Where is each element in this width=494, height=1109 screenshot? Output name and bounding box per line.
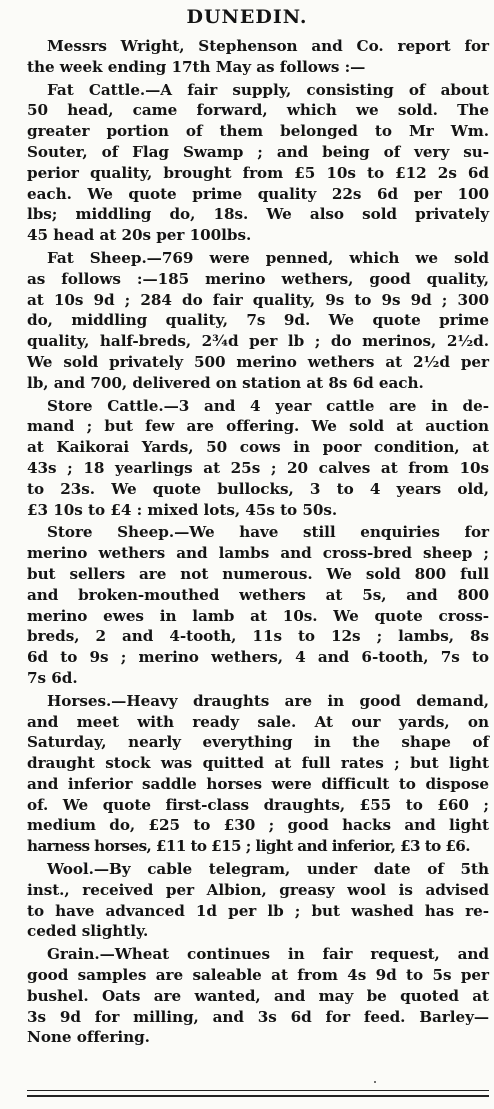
column-rule-thick (27, 1095, 489, 1097)
text-line: None offering. (27, 1028, 150, 1047)
text-line: Fat Sheep.—769 were penned, which we sold (47, 248, 489, 267)
text-line: 7s 6d. (27, 668, 78, 687)
text-line: Grain.—Wheat continues in fair request, and (47, 945, 489, 964)
text-line: £3 10s to £4 : mixed lots, 45s to 50s. (27, 500, 338, 519)
text-line: We sold privately 500 merino wethers at 2½d per (27, 352, 489, 371)
text-line: at Kaikorai Yards, 50 cows in poor condition, at (27, 438, 489, 457)
store-cattle-paragraph (27, 396, 489, 521)
text-line: Store Sheep.—We have still enquiries for (47, 523, 489, 542)
article-body (27, 36, 489, 1050)
text-line: draught stock was quitted at full rates ; but light (27, 754, 489, 773)
text-line: ceded slightly. (27, 922, 149, 941)
store-sheep-paragraph (27, 522, 489, 688)
fat-sheep-paragraph (27, 248, 489, 394)
text-line: lbs; middling do, 18s. We also sold privately (27, 205, 489, 224)
text-line: but sellers are not numerous. We sold 800 full (27, 564, 489, 583)
text-line: Wool.—By cable telegram, under date of 5th (47, 860, 489, 879)
text-line: 3s 9d for milling, and 3s 6d for feed. Barley— (27, 1007, 489, 1026)
text-line: Horses.—Heavy draughts are in good demand, (47, 691, 489, 710)
text-line: 43s ; 18 yearlings at 25s ; 20 calves at from 10s (27, 458, 489, 477)
horses-paragraph (27, 691, 489, 857)
article-heading: DUNEDIN. (186, 6, 308, 28)
text-line: greater portion of them belonged to Mr Wm. (27, 122, 489, 141)
text-line: Saturday, nearly everything in the shape of (27, 733, 489, 752)
text-line: Fat Cattle.—A fair supply, consisting of about (47, 80, 489, 99)
text-line: to 23s. We quote bullocks, 3 to 4 years old, (27, 479, 489, 498)
text-line: mand ; but few are offering. We sold at auction (27, 417, 489, 436)
text-line: Store Cattle.—3 and 4 year cattle are in de- (47, 396, 489, 415)
wool-paragraph (27, 859, 489, 942)
text-line: lb, and 700, delivered on station at 8s 6d each. (27, 373, 424, 392)
fat-cattle-paragraph (27, 80, 489, 246)
text-line: breds, 2 and 4-tooth, 11s to 12s ; lambs, 8s (27, 627, 489, 646)
text-line: to have advanced 1d per lb ; but washed has re- (27, 901, 489, 920)
text-line: 45 head at 20s per 100lbs. (27, 226, 252, 245)
text-line: Messrs Wright, Stephenson and Co. report for (47, 37, 489, 55)
text-line: perior quality, brought from £5 10s to £12 2s 6d (27, 163, 489, 182)
column-rule-thin (27, 1090, 489, 1091)
text-line: and meet with ready sale. At our yards, on (27, 712, 489, 731)
text-line: at 10s 9d ; 284 do fair quality, 9s to 9s 9d ; 300 (27, 290, 489, 309)
text-line: as follows :—185 merino wethers, good quality, (27, 269, 489, 288)
text-line: and broken-mouthed wethers at 5s, and 800 (27, 585, 489, 604)
text-line: Souter, of Flag Swamp ; and being of very su- (27, 142, 489, 161)
text-line: inst., received per Albion, greasy wool is advised (27, 880, 489, 899)
text-line: merino ewes in lamb at 10s. We quote cross- (27, 606, 489, 625)
text-line: good samples are saleable at from 4s 9d to 5s per (27, 966, 489, 985)
text-line: of. We quote first-class draughts, £55 to £60 ; (27, 795, 489, 814)
text-line: harness horses, £11 to £15 ; light and inferior, £3 to £6. (27, 837, 470, 856)
ink-speck (374, 1081, 376, 1083)
text-line: each. We quote prime quality 22s 6d per 100 (27, 184, 489, 203)
text-line: and inferior saddle horses were difficult to dispose (27, 774, 489, 793)
text-line: do, middling quality, 7s 9d. We quote prime (27, 311, 489, 330)
text-line: bushel. Oats are wanted, and may be quoted at (27, 986, 489, 1005)
text-line: 6d to 9s ; merino wethers, 4 and 6-tooth, 7s to (27, 648, 489, 667)
text-line: quality, half-breds, 2¾d per lb ; do merinos, 2½d. (27, 332, 489, 351)
text-line: merino wethers and lambs and cross-bred sheep ; (27, 544, 489, 563)
text-line: 50 head, came forward, which we sold. The (27, 101, 489, 120)
grain-paragraph (27, 944, 489, 1048)
text-line: the week ending 17th May as follows :— (27, 57, 366, 76)
text-line: medium do, £25 to £30 ; good hacks and light (27, 816, 489, 835)
intro-paragraph (27, 36, 489, 78)
